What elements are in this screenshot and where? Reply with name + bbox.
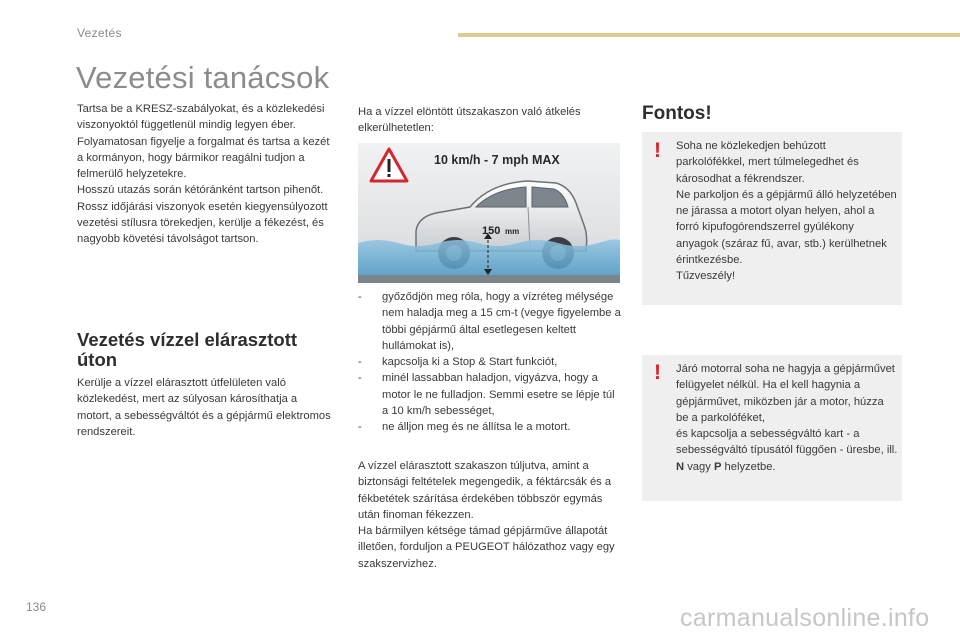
list-item: - győződjön meg róla, hogy a vízréteg mélysége nem haladja meg a 15 cm-t (vegye figyelembe a többi gépjármű által esetlegesen keltett hullámokat is),: [358, 291, 621, 352]
list-item: - kapcsolja ki a Stop & Start funkciót,: [358, 356, 558, 369]
road-surface: [358, 275, 620, 283]
depth-value-label: 150: [482, 225, 501, 237]
after-paragraph: A vízzel elárasztott szakaszon túljutva, amint a biztonsági feltételek megengedik, a féktárcsák és a fékbetétek szárítása érdekében többször egymás után finoman fékezzen.: [358, 460, 612, 521]
note-paragraph: Tűzveszély!: [676, 270, 736, 283]
flood-section-text: Kerülje a vízzel elárasztott útfelületen való közlekedést, mert az súlyosan károsíthatja a motort, a sebességváltót és a gépjármű elektromos rendszereit.: [77, 377, 331, 438]
speed-limit-label: 10 km/h - 7 mph MAX: [434, 153, 560, 167]
note-paragraph: Soha ne közlekedjen behúzott parkolófékkel, mert túlmelegedhet és károsodhat a fékrendszer.: [676, 140, 859, 185]
warning-note-text: [676, 138, 898, 285]
gear-n-label: N: [676, 460, 685, 473]
note-paragraph: Járó motorral soha ne hagyja a gépjárművet felügyelet nélkül. Ha el kell hagynia a gépjárművet, miközben jár a motor, húzza be a parkolóféket,: [676, 363, 895, 424]
section-label: Vezetés: [77, 26, 122, 40]
intro-paragraph: Hosszú utazás során kétóránként tartson pihenőt.: [77, 184, 324, 197]
page-number: 136: [26, 600, 47, 614]
warning-exclamation-icon: !: [654, 139, 661, 162]
intro-paragraph: Folyamatosan figyelje a forgalmat és tartsa a kezét a kormányon, hogy bármikor reagálni tudjon a felmerülő helyzetekre.: [77, 135, 330, 181]
flood-crossing-intro: Ha a vízzel elöntött útszakaszon való átkelés elkerülhetetlen:: [358, 106, 581, 135]
car-in-water-drawing: [358, 143, 620, 283]
warning-note: [642, 132, 902, 305]
intro-text: [77, 101, 332, 248]
after-paragraph: Ha bármilyen kétsége támad gépjárműve állapotát illetően, forduljon a PEUGEOT hálózathoz vagy egy szakszervizhez.: [358, 525, 615, 570]
gear-p-label: P: [713, 460, 722, 473]
header-rule: [458, 33, 960, 37]
list-item: - minél lassabban haladjon, vigyázva, hogy a motor le ne fulladjon. Semmi esetre se lépje túl a 10 km/h sebességet,: [358, 372, 615, 418]
warning-note: [642, 355, 902, 501]
warning-note-text: [676, 361, 898, 475]
warning-exclamation-icon: !: [654, 361, 661, 384]
note-paragraph: Ne parkoljon és a gépjármű álló helyzetében ne járassa a motort olyan helyen, ahol a forró kipufogórendszerrel gyúlékony anyagok (száraz fű, avar, stb.) kerülhetnek érintkezésbe.: [676, 188, 897, 267]
important-heading: Fontos!: [642, 103, 712, 124]
after-flood-text: [358, 458, 620, 572]
flood-instructions-list: [358, 289, 623, 436]
note-paragraph: és kapcsolja a sebességváltó kart - a sebességváltó típusától függően - üresbe, ill. N vagy P helyzetbe.: [676, 428, 898, 473]
intro-paragraph: Rossz időjárási viszonyok esetén kiegyensúlyozott vezetési stílusra törekedjen, kerülje a fékezést, és nagyobb követési távolságot tartson.: [77, 200, 328, 246]
depth-unit-label: mm: [505, 227, 520, 236]
list-item: - ne álljon meg és ne állítsa le a motort.: [358, 421, 571, 434]
flood-section-heading: Vezetés vízzel elárasztott úton: [77, 329, 298, 370]
flooded-road-illustration: [358, 143, 620, 283]
intro-paragraph: Tartsa be a KRESZ-szabályokat, és a közlekedési viszonyoktól függetlenül mindig legyen éber.: [77, 103, 325, 132]
watermark: carmanualsonline.info: [680, 604, 930, 632]
page-title: Vezetési tanácsok: [76, 60, 330, 95]
